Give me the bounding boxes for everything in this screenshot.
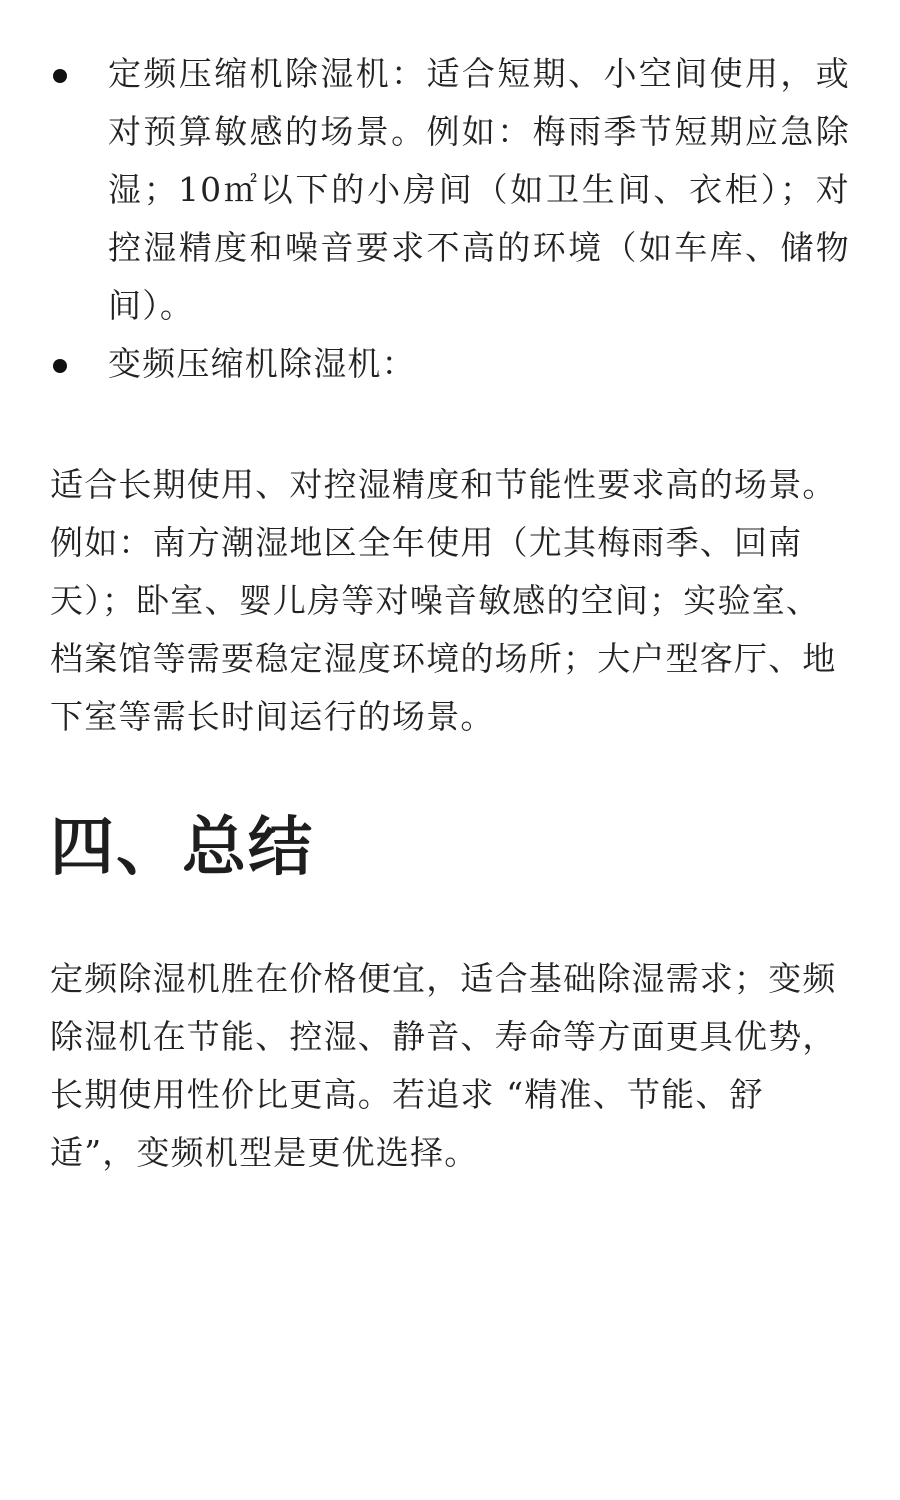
- bullet-dot-icon: [53, 359, 67, 373]
- bullet-fixed-frequency-text: 定频压缩机除湿机：适合短期、小空间使用，或对预算敏感的场景。例如：梅雨季节短期应急除湿；10㎡以下的小房间（如卫生间、衣柜）；对控湿精度和噪音要求不高的环境（如车库、储物间）。: [108, 54, 850, 325]
- bullet-inverter-text: 变频压缩机除湿机：: [108, 344, 416, 383]
- section-heading: 四、总结: [50, 810, 314, 885]
- scenario-bullet-list: [50, 45, 850, 393]
- inverter-scenario-paragraph: 适合长期使用、对控湿精度和节能性要求高的场景。例如：南方潮湿地区全年使用（尤其梅雨季、回南天）；卧室、婴儿房等对噪音敏感的空间；实验室、档案馆等需要稳定湿度环境的场所；大户型客厅、地下室等需长时间运行的场景。: [50, 465, 837, 736]
- bullet-dot-icon: [53, 69, 67, 83]
- article-content: [50, 45, 850, 1182]
- bullet-inverter: [50, 335, 850, 393]
- bullet-fixed-frequency: [50, 45, 850, 335]
- summary-paragraph: 定频除湿机胜在价格便宜，适合基础除湿需求；变频除湿机在节能、控湿、静音、寿命等方面更具优势，长期使用性价比更高。若追求 “精准、节能、舒适”，变频机型是更优选择。: [50, 959, 837, 1172]
